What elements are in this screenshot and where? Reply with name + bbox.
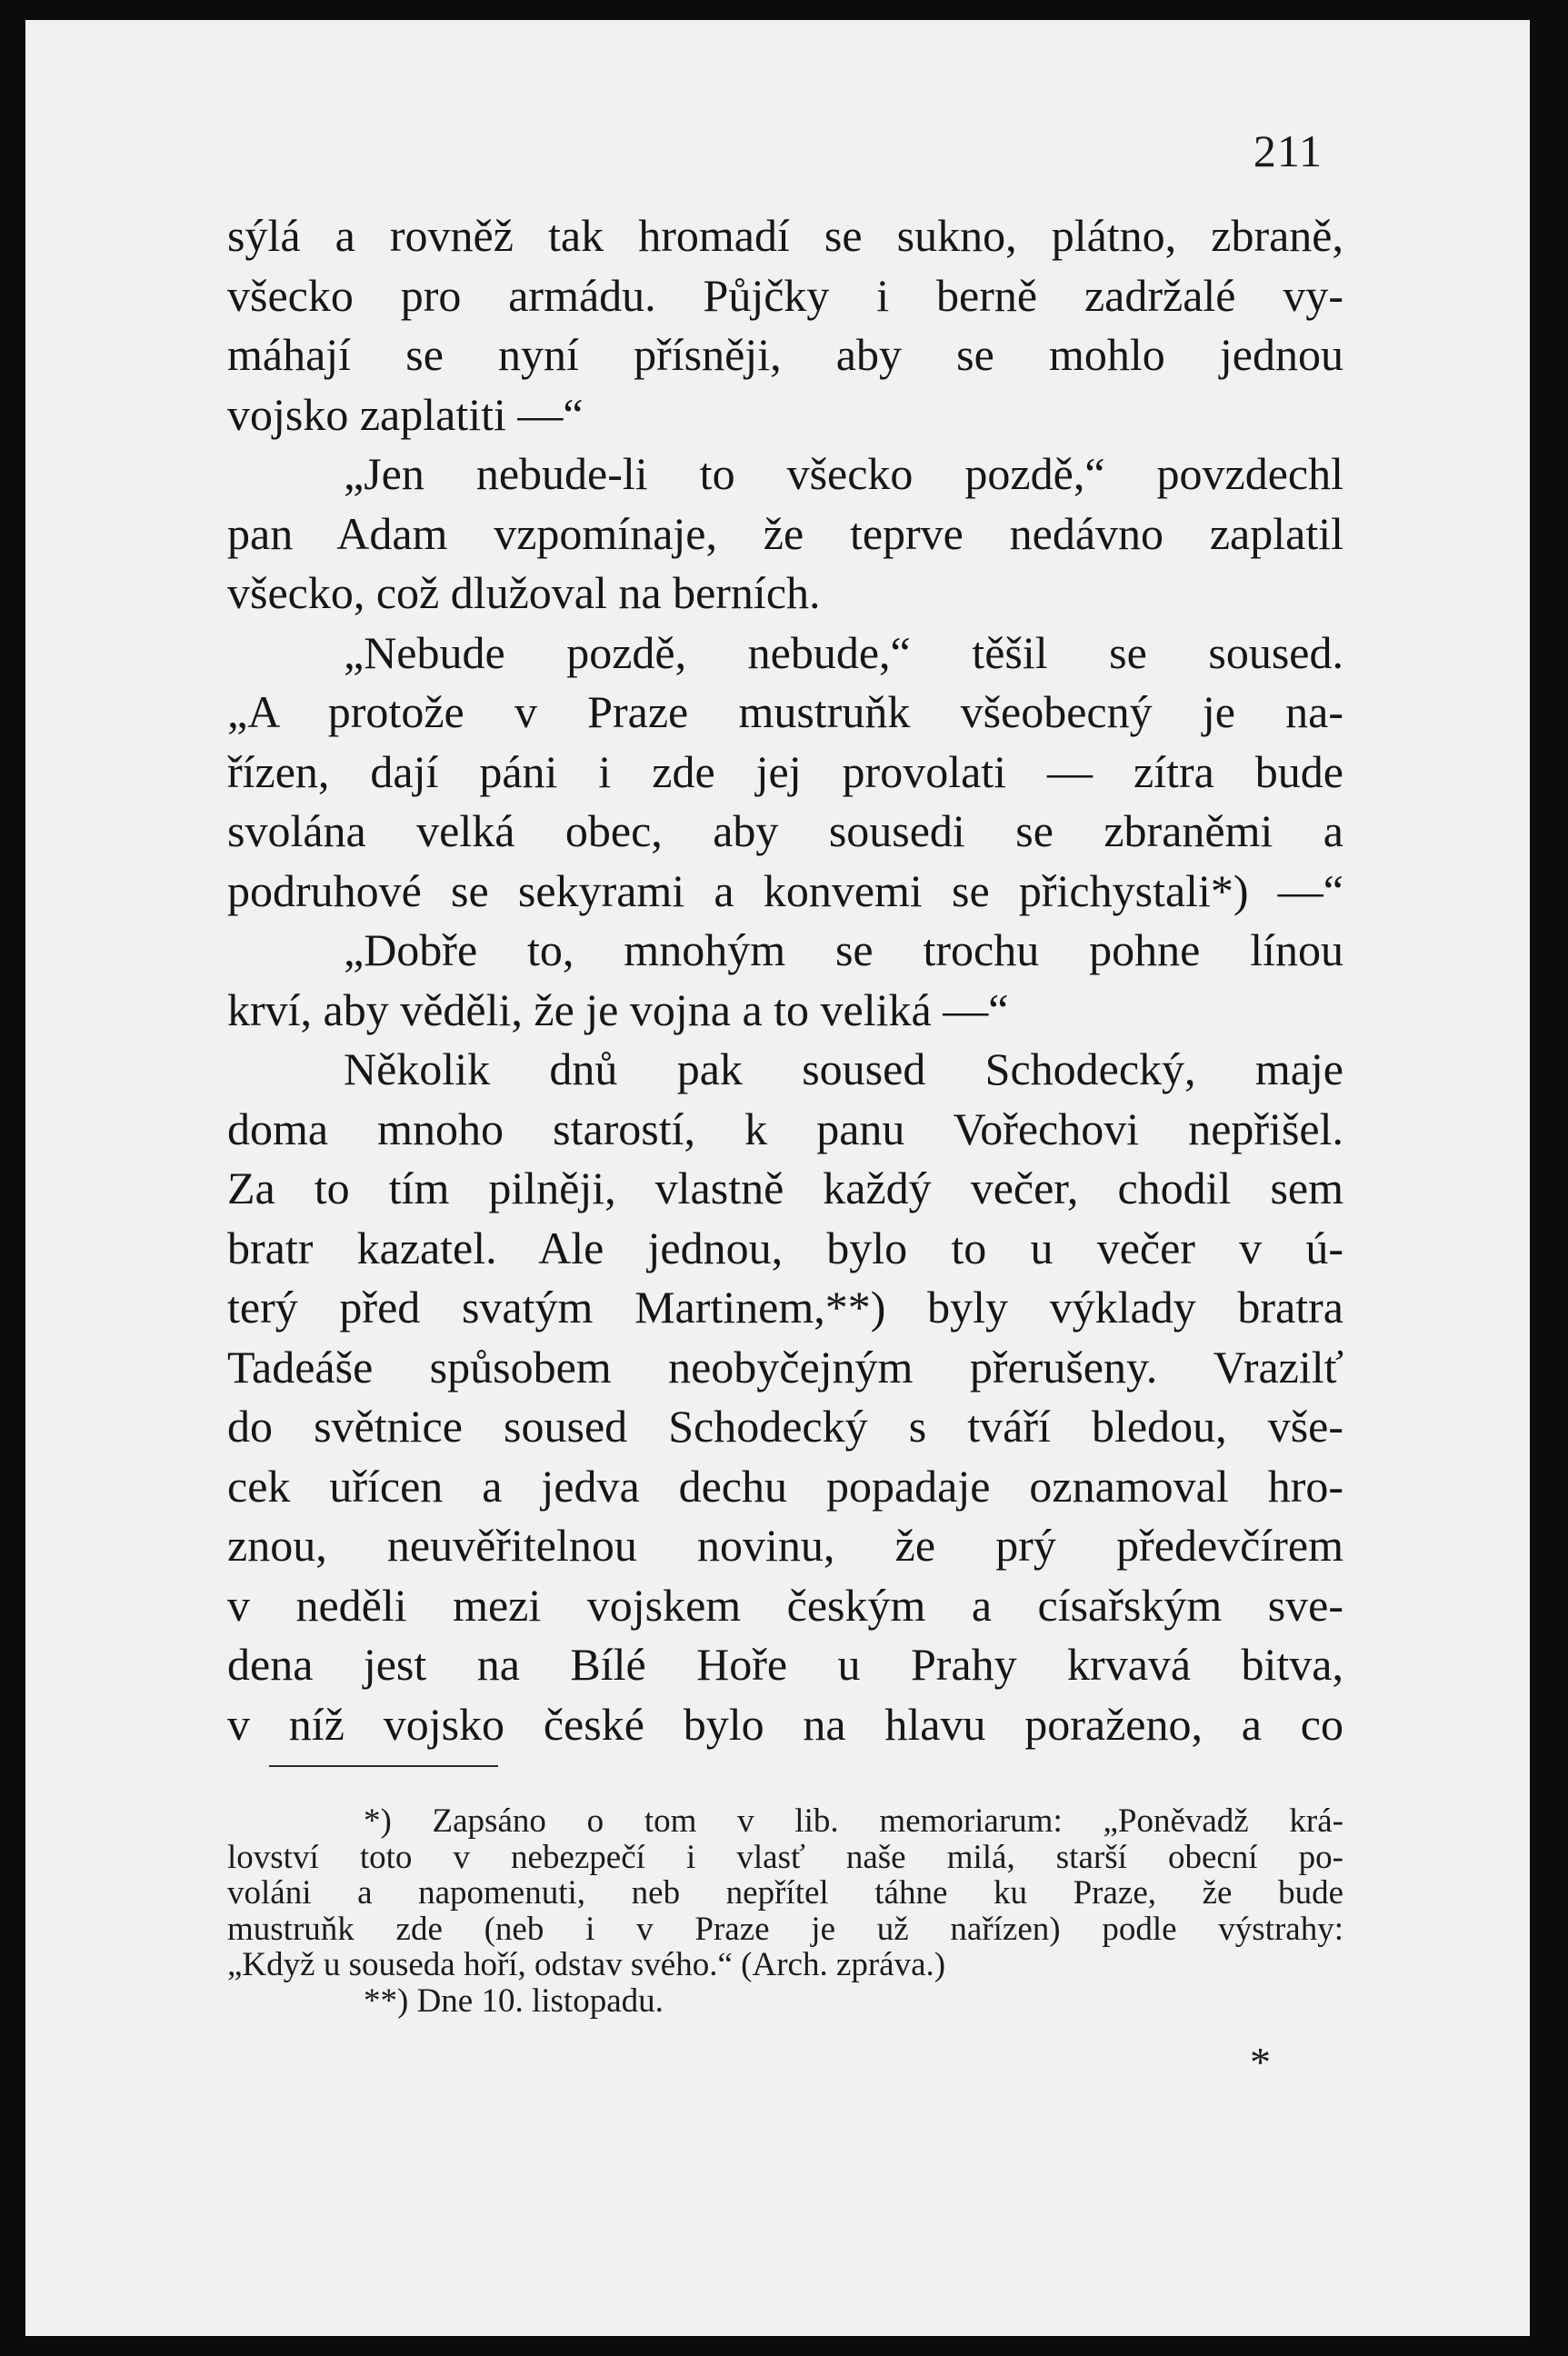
main-text xyxy=(227,206,1343,1754)
text-line: terý před svatým Martinem,**) byly výklady bratra xyxy=(227,1282,1343,1333)
footnote-line: „Když u souseda hoří, odstav svého.“ (Arch. zpráva.) xyxy=(227,1946,946,1983)
text-line: „Nebude pozdě, nebude,“ těšil se soused. xyxy=(344,626,1343,678)
text-line: „Jen nebude-li to všecko pozdě,“ povzdechl xyxy=(344,448,1343,499)
footnote-line: lovství toto v nebezpečí i vlasť naše milá, starší obecní po- xyxy=(227,1838,1343,1876)
page-number: 211 xyxy=(1253,125,1323,176)
text-line: cek uřícen a jedva dechu popadaje oznamoval hro- xyxy=(227,1460,1343,1512)
text-line: všecko pro armádu. Půjčky i berně zadržalé vy- xyxy=(227,269,1343,321)
text-line: „A protože v Praze mustruňk všeobecný je na- xyxy=(227,686,1343,737)
text-line: v níž vojsko české bylo na hlavu poraženo, a co xyxy=(227,1698,1343,1750)
text-line: svolána velká obec, aby sousedi se zbraněmi a xyxy=(227,805,1343,856)
text-line: „Dobře to, mnohým se trochu pohne línou xyxy=(344,924,1343,975)
text-line: krví, aby věděli, že je vojna a to veliká —“ xyxy=(227,983,1009,1035)
footnotes xyxy=(227,1803,1343,2019)
footnote-line: mustruňk zde (neb i v Praze je už nařízen) podle výstrahy: xyxy=(227,1910,1343,1948)
text-line: dena jest na Bílé Hoře u Prahy krvavá bitva, xyxy=(227,1639,1343,1690)
text-block xyxy=(227,206,1343,2019)
text-line: Tadeáše spůsobem neobyčejným přerušeny. Vrazilť xyxy=(227,1341,1343,1393)
text-line: sýlá a rovněž tak hromadí se sukno, plátno, zbraně, xyxy=(227,210,1343,261)
book-page xyxy=(25,20,1530,2336)
text-line: všecko, což dlužoval na berních. xyxy=(227,567,821,618)
footnote-line: voláni a napomenuti, neb nepřítel táhne ku Praze, že bude xyxy=(227,1874,1343,1912)
text-line: do světnice soused Schodecký s tváří bledou, vše- xyxy=(227,1401,1343,1452)
text-line: Několik dnů pak soused Schodecký, maje xyxy=(344,1043,1343,1094)
text-line: vojsko zaplatiti —“ xyxy=(227,388,584,440)
text-line: bratr kazatel. Ale jednou, bylo to u večer v ú- xyxy=(227,1222,1343,1273)
text-line: řízen, dají páni i zde jej provolati — zítra bude xyxy=(227,745,1343,797)
footnote-line: **) Dne 10. listopadu. xyxy=(364,1982,664,2020)
text-line: doma mnoho starostí, k panu Vořechovi nepřišel. xyxy=(227,1103,1343,1154)
signature-mark: * xyxy=(1250,2039,1271,2085)
text-line: máhají se nyní přísněji, aby se mohlo jednou xyxy=(227,329,1343,380)
text-line: Za to tím pilněji, vlastně každý večer, chodil sem xyxy=(227,1163,1343,1213)
text-line: podruhové se sekyrami a konvemi se přichystali*) —“ xyxy=(227,864,1343,916)
footnote-line: *) Zapsáno o tom v lib. memoriarum: „Poněvadž krá- xyxy=(364,1802,1343,1840)
text-line: pan Adam vzpomínaje, že teprve nedávno zaplatil xyxy=(227,507,1343,559)
text-line: v neděli mezi vojskem českým a císařským sve- xyxy=(227,1579,1343,1631)
text-line: znou, neuvěřitelnou novinu, že prý předevčírem xyxy=(227,1520,1343,1571)
footnote-separator xyxy=(269,1765,498,1767)
